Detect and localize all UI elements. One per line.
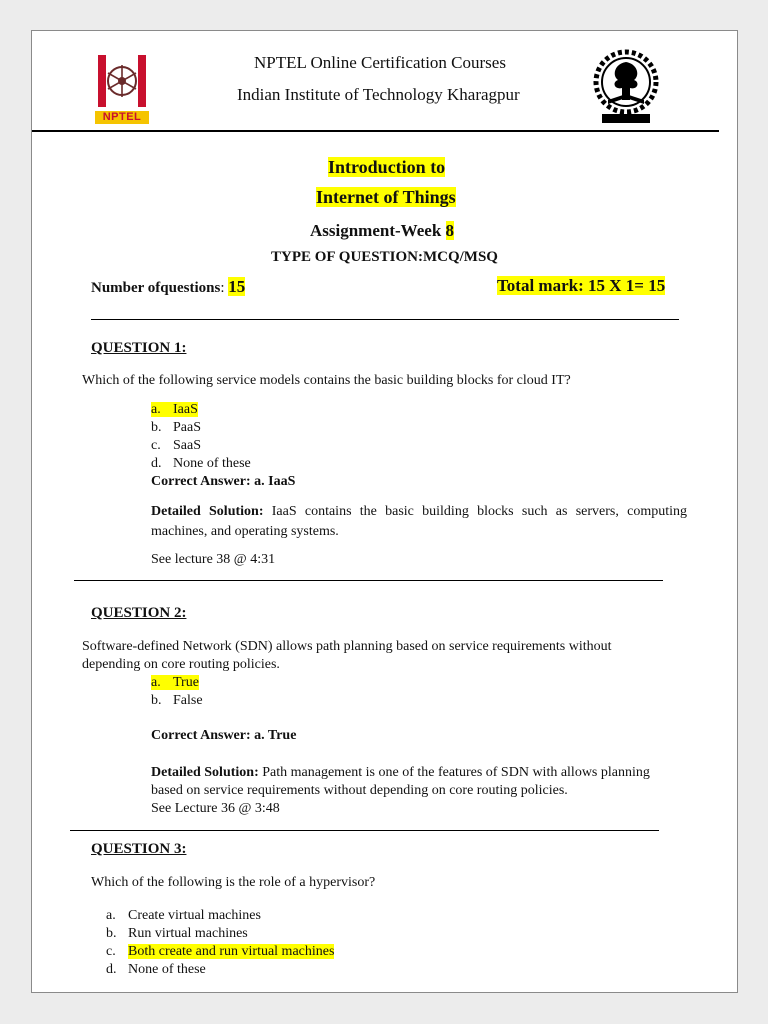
question-2-text-line-1: Software-defined Network (SDN) allows path planning based on service requirements without — [82, 639, 612, 654]
question-1-solution: Detailed Solution: IaaS contains the basic building blocks such as servers, computing machines, and operating systems. — [151, 504, 687, 539]
question-1-heading: QUESTION 1: — [91, 340, 187, 356]
question-3-option-b: b. Run virtual machines — [106, 926, 248, 941]
question-2-reference: See Lecture 36 @ 3:48 — [151, 801, 280, 816]
number-of-questions: Number ofquestions: 15 — [91, 277, 246, 296]
question-1-divider — [74, 580, 663, 581]
question-1-reference: See lecture 38 @ 4:31 — [151, 552, 276, 567]
question-2-solution: Detailed Solution: Path management is one of the features of SDN with allows planning based on service requirements without depending on core routing policies. — [151, 765, 650, 798]
nptel-logo-text: NPTEL — [102, 111, 142, 123]
header-line-2: Indian Institute of Technology Kharagpur — [237, 85, 520, 104]
iit-kharagpur-seal — [592, 48, 660, 126]
question-2-option-b: b. False — [151, 693, 203, 708]
question-2-heading: QUESTION 2: — [91, 605, 187, 621]
title-divider — [91, 319, 679, 320]
question-2-correct-answer: Correct Answer: a. True — [151, 728, 297, 743]
question-3-option-c: c. Both create and run virtual machines — [106, 944, 335, 959]
question-3-text: Which of the following is the role of a hypervisor? — [91, 875, 376, 890]
question-2-option-a: a. True — [151, 675, 199, 690]
question-2-text-line-2: depending on core routing policies. — [82, 657, 280, 672]
total-mark: Total mark: 15 X 1= 15 — [497, 276, 666, 295]
question-3-option-a: a. Create virtual machines — [106, 908, 261, 923]
course-title-line-1: Introduction to — [328, 157, 446, 177]
header-divider — [31, 130, 719, 132]
header-line-1: NPTEL Online Certification Courses — [254, 53, 506, 72]
question-1-option-c: c. SaaS — [151, 438, 201, 453]
question-2-divider — [70, 830, 659, 831]
question-3-heading: QUESTION 3: — [91, 841, 187, 857]
question-1-option-b: b. PaaS — [151, 420, 201, 435]
question-1-option-a: a. IaaS — [151, 402, 198, 417]
assignment-week: Assignment-Week 8 — [310, 221, 455, 240]
question-3-option-d: d. None of these — [106, 962, 206, 977]
document-page — [31, 30, 738, 993]
question-1-option-d: d. None of these — [151, 456, 251, 471]
question-1-text: Which of the following service models contains the basic building blocks for cloud IT? — [82, 373, 571, 388]
course-title-line-2: Internet of Things — [316, 187, 456, 207]
question-1-correct-answer: Correct Answer: a. IaaS — [151, 474, 296, 489]
question-type: TYPE OF QUESTION:MCQ/MSQ — [271, 249, 498, 265]
